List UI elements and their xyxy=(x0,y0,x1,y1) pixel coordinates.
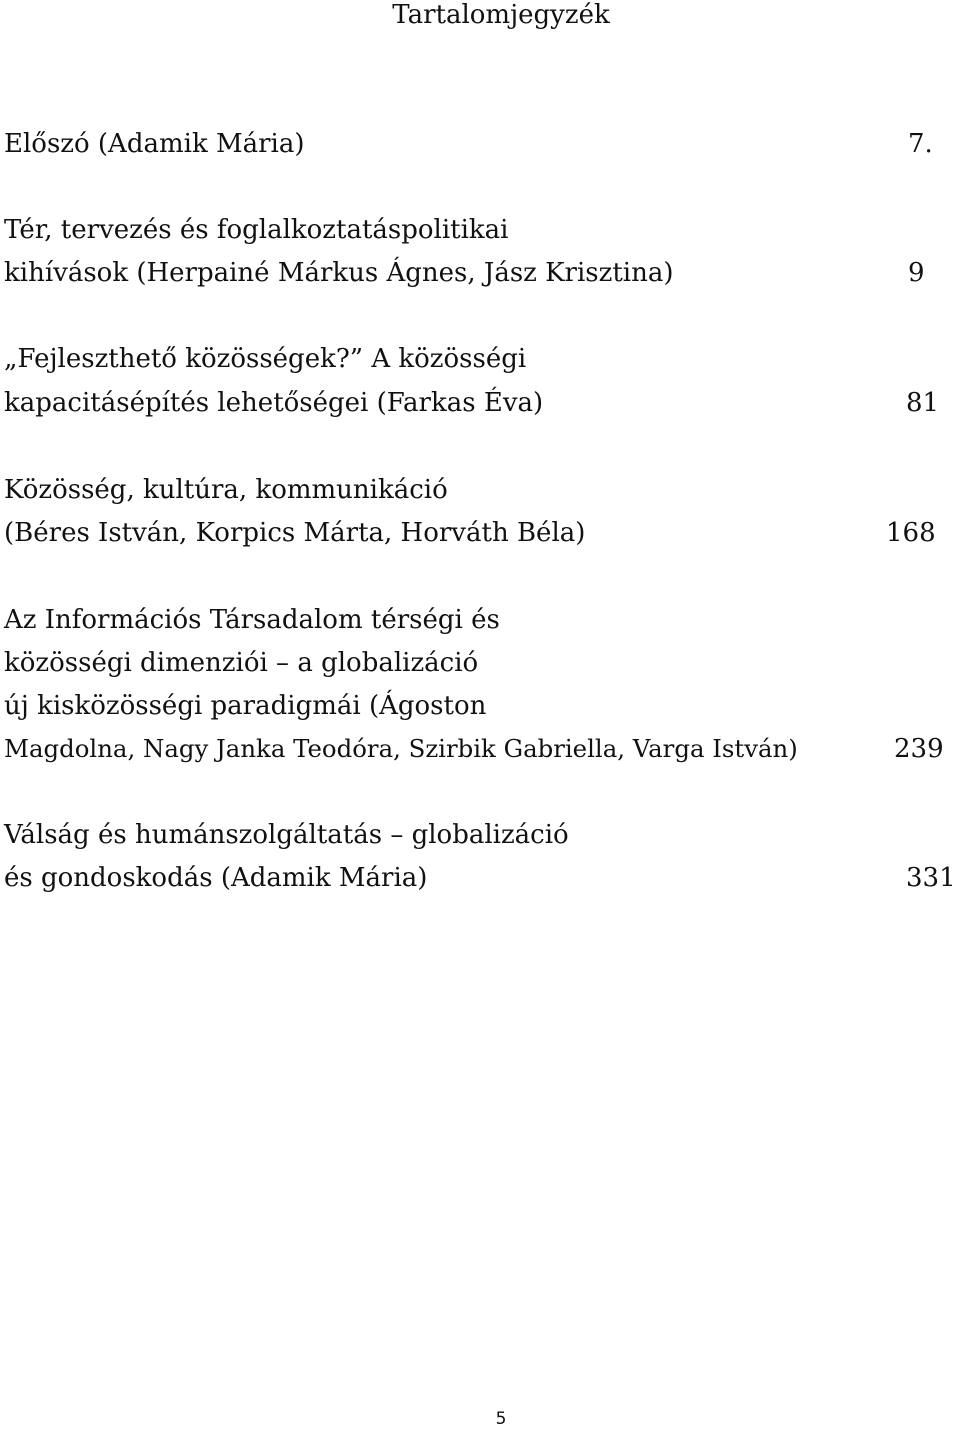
entry-page-number: 81 xyxy=(906,388,940,418)
entry-line: kapacitásépítés lehetőségei (Farkas Éva) xyxy=(4,388,544,418)
entry-line: közösségi dimenziói – a globalizáció xyxy=(4,648,479,678)
entry-line: Magdolna, Nagy Janka Teodóra, Szirbik Gabriella, Varga István) xyxy=(4,734,798,763)
entry-line: új kisközösségi paradigmái (Ágoston xyxy=(4,691,487,721)
entry-page-number: 168 xyxy=(886,518,936,548)
entry-line: (Béres István, Korpics Márta, Horváth Béla) xyxy=(4,518,586,548)
entry-page-number: 7. xyxy=(908,129,933,159)
toc-title: Tartalomjegyzék xyxy=(392,0,610,30)
entry-line: „Fejleszthető közösségek?” A közösségi xyxy=(4,344,527,374)
entry-page-number: 9 xyxy=(908,258,925,288)
entry-line: Előszó (Adamik Mária) xyxy=(4,129,305,159)
entry-line: kihívások (Herpainé Márkus Ágnes, Jász Krisztina) xyxy=(4,258,674,288)
entry-line: Közösség, kultúra, kommunikáció xyxy=(4,475,448,505)
entry-line: Tér, tervezés és foglalkoztatáspolitikai xyxy=(4,215,509,245)
entry-line: Az Információs Társadalom térségi és xyxy=(4,605,500,635)
entry-line: és gondoskodás (Adamik Mária) xyxy=(4,863,428,893)
entry-page-number: 331 xyxy=(906,863,956,893)
page-number: 5 xyxy=(495,1409,507,1429)
entry-page-number: 239 xyxy=(894,734,944,764)
entry-line: Válság és humánszolgáltatás – globalizáció xyxy=(4,820,569,850)
